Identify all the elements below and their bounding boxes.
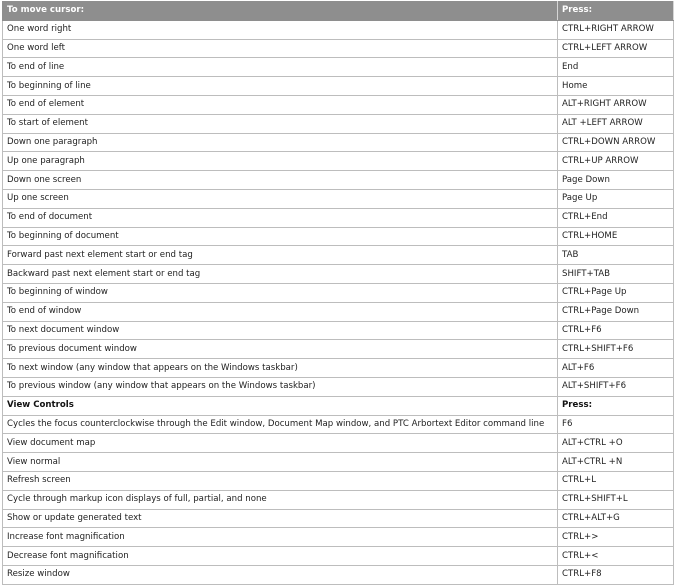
action-cell: To start of element bbox=[3, 114, 558, 133]
keyboard-shortcuts-table bbox=[2, 1, 674, 585]
table-row bbox=[3, 152, 674, 171]
action-cell: Backward past next element start or end tag bbox=[3, 265, 558, 284]
keys-cell: F6 bbox=[558, 415, 674, 434]
action-cell: To beginning of window bbox=[3, 283, 558, 302]
header-action: To move cursor: bbox=[3, 2, 558, 21]
keys-cell: CTRL+F8 bbox=[558, 565, 674, 584]
keys-cell: Page Up bbox=[558, 189, 674, 208]
table-header-row bbox=[3, 2, 674, 21]
action-cell: Increase font magnification bbox=[3, 528, 558, 547]
table-row bbox=[3, 283, 674, 302]
table-row bbox=[3, 471, 674, 490]
action-cell: Refresh screen bbox=[3, 471, 558, 490]
keys-cell: CTRL+< bbox=[558, 547, 674, 566]
table-row bbox=[3, 58, 674, 77]
keys-cell: TAB bbox=[558, 246, 674, 265]
table-row bbox=[3, 189, 674, 208]
table-row bbox=[3, 246, 674, 265]
section-header-row bbox=[3, 396, 674, 415]
table-row bbox=[3, 565, 674, 584]
action-cell: View document map bbox=[3, 434, 558, 453]
table-row bbox=[3, 377, 674, 396]
table-row bbox=[3, 359, 674, 378]
keys-cell: Home bbox=[558, 77, 674, 96]
action-cell: To next window (any window that appears on the Windows taskbar) bbox=[3, 359, 558, 378]
table-row bbox=[3, 20, 674, 39]
action-cell: Up one screen bbox=[3, 189, 558, 208]
keys-cell: ALT+CTRL +N bbox=[558, 453, 674, 472]
table-row bbox=[3, 509, 674, 528]
action-cell: To next document window bbox=[3, 321, 558, 340]
action-cell: To end of line bbox=[3, 58, 558, 77]
action-cell: To beginning of line bbox=[3, 77, 558, 96]
table-row bbox=[3, 95, 674, 114]
table-row bbox=[3, 453, 674, 472]
keys-cell: CTRL+ALT+G bbox=[558, 509, 674, 528]
table-row bbox=[3, 133, 674, 152]
action-cell: Decrease font magnification bbox=[3, 547, 558, 566]
keys-cell: CTRL+SHIFT+F6 bbox=[558, 340, 674, 359]
table-body bbox=[3, 20, 674, 584]
keys-cell: CTRL+DOWN ARROW bbox=[558, 133, 674, 152]
keys-cell: ALT+SHIFT+F6 bbox=[558, 377, 674, 396]
table-row bbox=[3, 528, 674, 547]
action-cell: Resize window bbox=[3, 565, 558, 584]
keys-cell: CTRL+End bbox=[558, 208, 674, 227]
table-row bbox=[3, 302, 674, 321]
keys-cell: End bbox=[558, 58, 674, 77]
table-row bbox=[3, 114, 674, 133]
keys-cell: ALT+F6 bbox=[558, 359, 674, 378]
keys-cell: CTRL+RIGHT ARROW bbox=[558, 20, 674, 39]
action-cell: Forward past next element start or end tag bbox=[3, 246, 558, 265]
action-cell: Show or update generated text bbox=[3, 509, 558, 528]
table-row bbox=[3, 39, 674, 58]
keys-cell: SHIFT+TAB bbox=[558, 265, 674, 284]
action-cell: Down one paragraph bbox=[3, 133, 558, 152]
table-row bbox=[3, 490, 674, 509]
keys-cell: CTRL+SHIFT+L bbox=[558, 490, 674, 509]
keys-cell: Page Down bbox=[558, 171, 674, 190]
table-row bbox=[3, 415, 674, 434]
table-row bbox=[3, 547, 674, 566]
table-row bbox=[3, 171, 674, 190]
keys-cell: ALT +LEFT ARROW bbox=[558, 114, 674, 133]
table-row bbox=[3, 340, 674, 359]
action-cell: View normal bbox=[3, 453, 558, 472]
keys-cell: CTRL+HOME bbox=[558, 227, 674, 246]
action-cell: Up one paragraph bbox=[3, 152, 558, 171]
action-cell: Down one screen bbox=[3, 171, 558, 190]
keys-cell: CTRL+> bbox=[558, 528, 674, 547]
keys-cell: CTRL+F6 bbox=[558, 321, 674, 340]
keys-cell: CTRL+L bbox=[558, 471, 674, 490]
keys-cell: CTRL+UP ARROW bbox=[558, 152, 674, 171]
action-cell: To previous window (any window that appears on the Windows taskbar) bbox=[3, 377, 558, 396]
table-row bbox=[3, 321, 674, 340]
keys-cell: CTRL+Page Up bbox=[558, 283, 674, 302]
action-cell: To beginning of document bbox=[3, 227, 558, 246]
action-cell: To end of document bbox=[3, 208, 558, 227]
keys-cell: ALT+CTRL +O bbox=[558, 434, 674, 453]
shortcut-table-container bbox=[2, 1, 673, 585]
table-row bbox=[3, 77, 674, 96]
table-row bbox=[3, 434, 674, 453]
keys-cell: CTRL+Page Down bbox=[558, 302, 674, 321]
action-cell: To previous document window bbox=[3, 340, 558, 359]
table-row bbox=[3, 227, 674, 246]
table-row bbox=[3, 265, 674, 284]
table-row bbox=[3, 208, 674, 227]
action-cell: Cycles the focus counterclockwise through the Edit window, Document Map window, and PTC Arbortext Editor command line bbox=[3, 415, 558, 434]
action-cell: One word right bbox=[3, 20, 558, 39]
keys-cell: ALT+RIGHT ARROW bbox=[558, 95, 674, 114]
header-keys: Press: bbox=[558, 2, 674, 21]
section-title: View Controls bbox=[3, 396, 558, 415]
keys-cell: CTRL+LEFT ARROW bbox=[558, 39, 674, 58]
action-cell: One word left bbox=[3, 39, 558, 58]
action-cell: To end of window bbox=[3, 302, 558, 321]
section-press-label: Press: bbox=[558, 396, 674, 415]
action-cell: To end of element bbox=[3, 95, 558, 114]
action-cell: Cycle through markup icon displays of full, partial, and none bbox=[3, 490, 558, 509]
